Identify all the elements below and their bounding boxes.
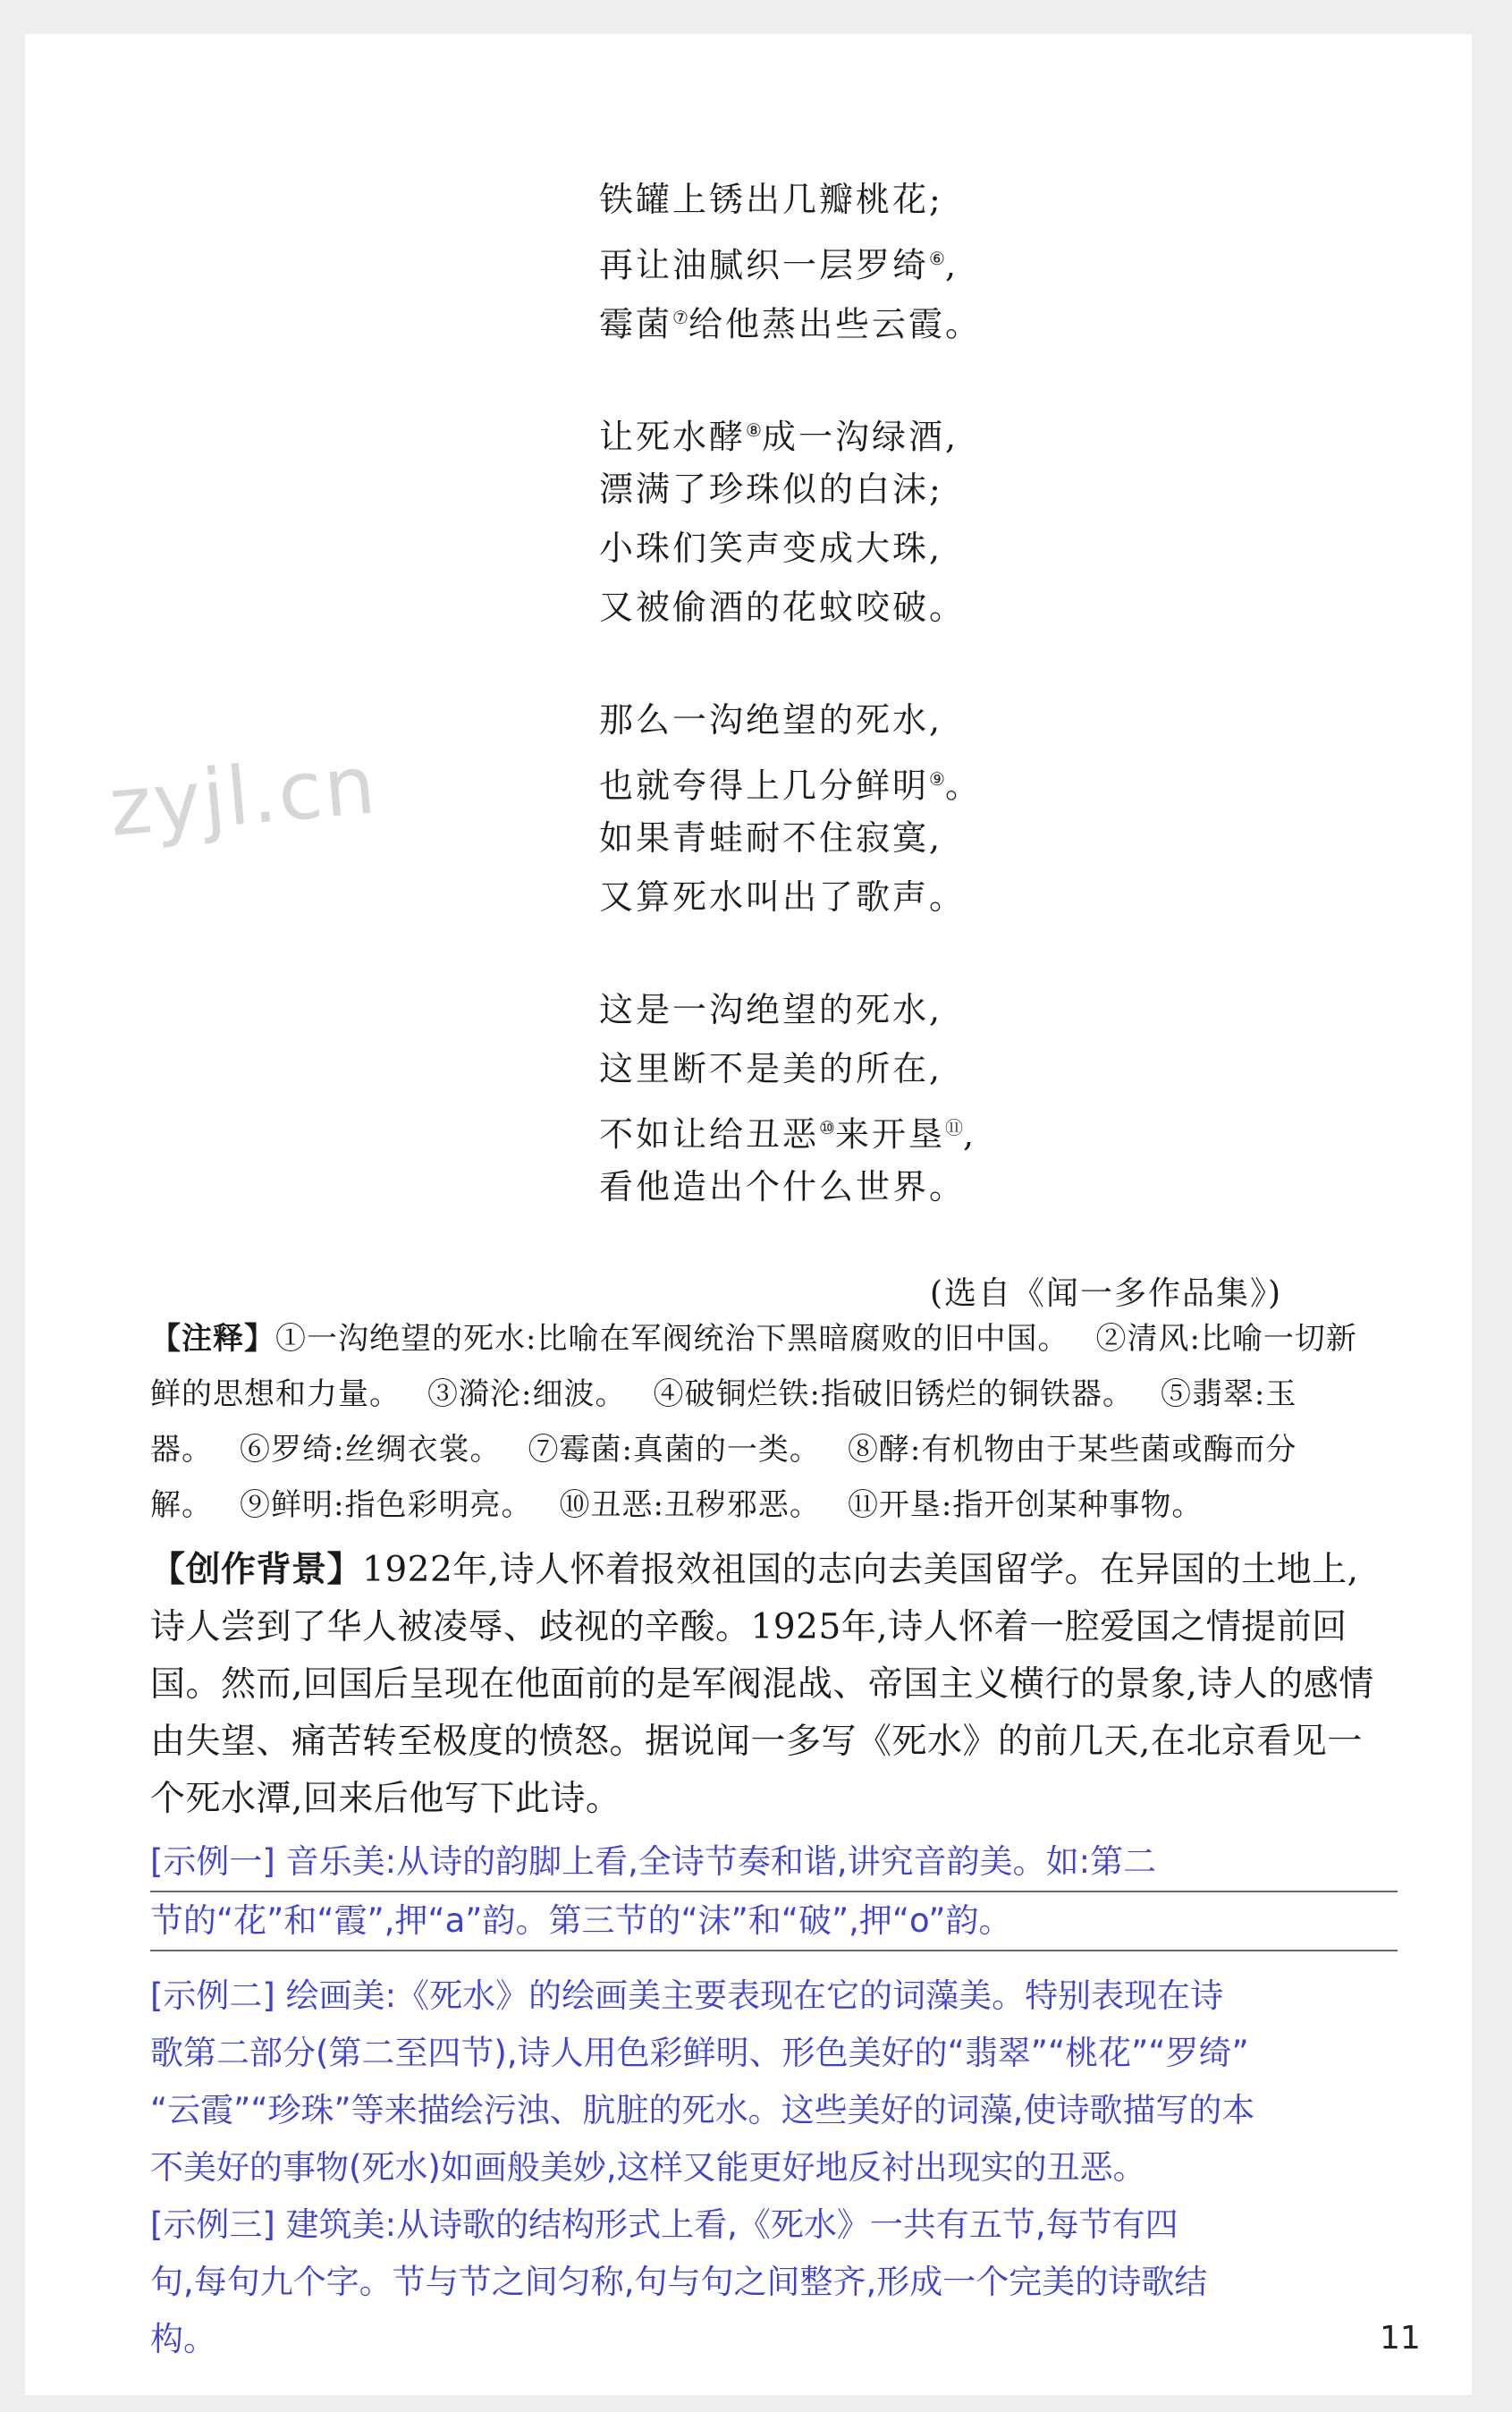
footnote-marker: ⑨ (929, 768, 945, 790)
poem-source: (选自《闻一多作品集》) (930, 1275, 1283, 1312)
poem-line (599, 401, 982, 460)
background-label: 【创作背景】 (150, 1550, 363, 1590)
annotation-item: ⑥罗绮:丝绸衣裳。 (240, 1432, 502, 1468)
poem-line (599, 1098, 982, 1157)
poem-line-text: 成一沟绿酒, (761, 417, 959, 457)
poem-line (599, 519, 982, 578)
poem-line-text: 不如让给丑恶 (599, 1114, 820, 1155)
footnote-marker: ⑥ (929, 248, 945, 269)
poem-line-text: 让死水酵 (599, 417, 747, 457)
annotations (150, 1311, 1375, 1533)
poem-line-text: 小珠们笑声变成大珠, (599, 529, 943, 568)
poem-line-text: 霉菌 (599, 304, 673, 344)
poem-line-text: 又被偷酒的花蚊咬破。 (599, 588, 967, 627)
annotations-label: 【注释】 (150, 1321, 275, 1357)
poem-line-text: 也就夸得上几分鲜明 (599, 766, 930, 806)
poem-line (599, 980, 982, 1039)
footnote-marker: ⑩ (819, 1117, 835, 1138)
answer-line: 构。 (150, 2320, 216, 2358)
answer-line: 句,每句九个字。节与节之间匀称,句与句之间整齐,形成一个完美的诗歌结 (150, 2263, 1208, 2301)
poem-stanza (599, 690, 982, 927)
annotation-item: ②清风:比喻一切新鲜的思想和力量。 (150, 1321, 1357, 1412)
poem-line (599, 288, 982, 347)
poem-line (599, 808, 982, 867)
annotation-item: ⑤翡翠:玉器。 (150, 1376, 1297, 1468)
poem-line (599, 1039, 982, 1098)
footnote-marker: ⑦ (672, 307, 688, 328)
handwritten-answers (150, 1833, 1398, 2368)
poem-line-text: , (944, 245, 959, 285)
annotation-item: ⑦霉菌:真菌的一类。 (528, 1432, 821, 1468)
answer-line: 不美好的事物(死水)如画般美妙,这样又能更好地反衬出现实的丑恶。 (150, 2148, 1146, 2187)
annotation-item: ⑩丑恶:丑秽邪恶。 (559, 1487, 821, 1523)
footnote-marker: ⑧ (746, 419, 762, 441)
annotation-item: ⑧酵:有机物由于某些菌或酶而分解。 (150, 1432, 1297, 1523)
answer-line: 歌第二部分(第二至四节),诗人用色彩鲜明、形色美好的“翡翠”“桃花”“罗绮” (150, 2034, 1249, 2072)
annotation-item: ③漪沦:细波。 (427, 1376, 627, 1412)
answer-line: [示例三] 建筑美:从诗歌的结构形式上看,《死水》一共有五节,每节有四 (150, 2205, 1178, 2244)
poem-line-text: 这里断不是美的所在, (599, 1049, 943, 1088)
page-number: 11 (1380, 2320, 1421, 2357)
background-text: 1922年,诗人怀着报效祖国的志向去美国留学。在异国的土地上,诗人尝到了华人被凌辱、歧视的辛酸。1925年,诗人怀着一腔爱国之情提前回国。然而,回国后呈现在他面前的是军阀混战、帝国主义横行的景象,诗人的感情由失望、痛苦转至极度的愤怒。据说闻一多写《死水》的前几天,在北京看见一个死水潭,回来后他写下此诗。 (150, 1550, 1374, 1819)
creation-background (150, 1542, 1384, 1828)
poem-line (599, 867, 982, 927)
poem-line-text: 那么一沟绝望的死水, (599, 700, 943, 740)
poem-line-text: 又算死水叫出了歌声。 (599, 877, 967, 917)
poem-line-text: 再让油腻织一层罗绮 (599, 245, 930, 285)
answer-line: [示例二] 绘画美:《死水》的绘画美主要表现在它的词藻美。特别表现在诗 (150, 1976, 1224, 2015)
poem-line-text: 漂满了珍珠似的白沫; (599, 470, 943, 509)
poem (599, 170, 982, 1270)
poem-line-text: 如果青蛙耐不住寂寞, (599, 818, 943, 858)
answer-line: “云霞”“珍珠”等来描绘污浊、肮脏的死水。这些美好的词藻,使诗歌描写的本 (150, 2091, 1255, 2129)
answer-line: 节的“花”和“霞”,押“a”韵。第三节的“沫”和“破”,押“o”韵。 (150, 1892, 1398, 1951)
poem-line (599, 1157, 982, 1216)
poem-line-text: 来开垦 (834, 1114, 945, 1155)
poem-line (599, 690, 982, 749)
annotation-item: ⑪开垦:指开创某种事物。 (847, 1487, 1204, 1523)
poem-line-text: , (962, 1114, 977, 1155)
poem-line (599, 578, 982, 637)
poem-line (599, 749, 982, 808)
poem-line-text: 铁罐上锈出几瓣桃花; (599, 180, 943, 219)
poem-line-text: 看他造出个什么世界。 (599, 1167, 967, 1206)
poem-line (599, 460, 982, 519)
annotation-item: ⑨鲜明:指色彩明亮。 (240, 1487, 533, 1523)
poem-stanza (599, 170, 982, 347)
annotation-item: ①一沟绝望的死水:比喻在军阀统治下黑暗腐败的旧中国。 (275, 1321, 1069, 1357)
annotation-item: ④破铜烂铁:指破旧锈烂的铜铁器。 (653, 1376, 1134, 1412)
poem-line-text: 这是一沟绝望的死水, (599, 990, 943, 1029)
poem-stanza (599, 401, 982, 637)
answer-line: [示例一] 音乐美:从诗的韵脚上看,全诗节奏和谐,讲究音韵美。如:第二 (150, 1833, 1398, 1892)
poem-line-text: 给他蒸出些云霞。 (688, 304, 982, 344)
poem-line-text: 。 (944, 766, 982, 806)
spacer (150, 1951, 1398, 1968)
footnote-marker: ⑪ (944, 1117, 963, 1138)
poem-stanza (599, 980, 982, 1216)
poem-line (599, 229, 982, 288)
watermark: zyjl.cn (105, 738, 381, 855)
poem-line (599, 170, 982, 229)
